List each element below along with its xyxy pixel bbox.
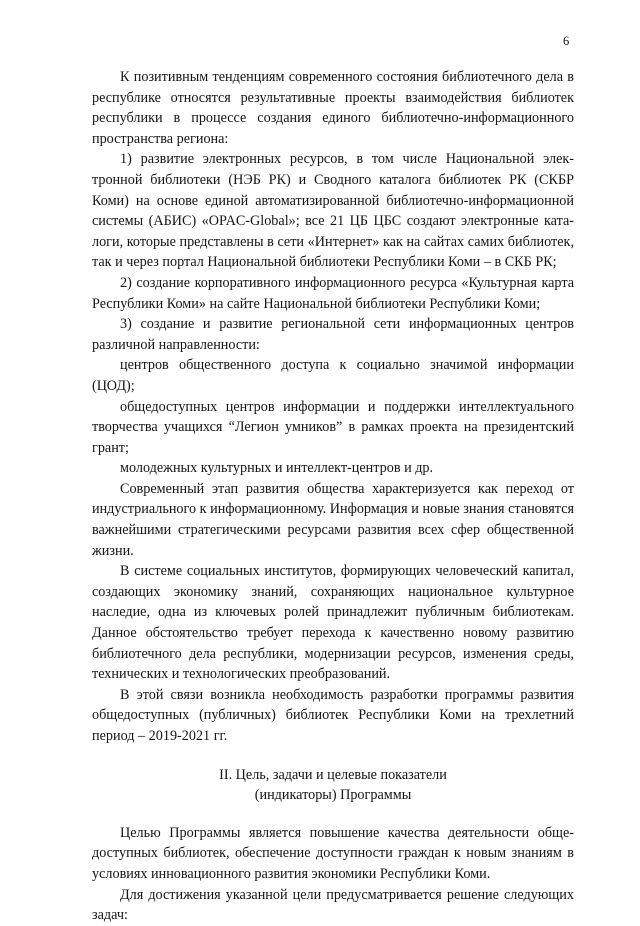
- paragraph-intro: К позитивным тенденциям современного состояния библиотечного дела в республике относятся результативные проекты взаимодействия библиотек республики в процессе создания единого библиотечно-информационного пространства региона:: [92, 69, 574, 147]
- list-item-3: 3) создание и развитие региональной сети информационных центров различной направленности:: [92, 316, 574, 353]
- paragraph-program-need: В этой связи возникла необходимость разработки программы развития общедоступных (публичных) библиотек Республики Коми на трехлетний период – 2019-2021 гг.: [92, 686, 574, 744]
- list-item-1: 1) развитие электронных ресурсов, в том числе Национальной электронной библиотеки (НЭБ РК) и Сводного каталога библиотек РК (СКБР Коми) на основе единой автоматизированной библиотечно-информационной системы (АБИС) «OPAC-Global»; все 21 ЦБ ЦБС создают электронные каталоги, которые представлены в сети «Интернет» как на сайтах самих библиотек, так и через портал Национальной библиотеки Республики Коми – в СКБ РК;: [92, 151, 574, 271]
- subitem-cod: центров общественного доступа к социально значимой информации (ЦОД);: [92, 357, 574, 394]
- document-body: [92, 67, 574, 926]
- section-heading-line-1: II. Цель, задачи и целевые показатели: [219, 766, 447, 783]
- paragraph-goal: Целью Программы является повышение качества деятельности общедоступных библиотек, обеспечение доступности граждан к новым знаниям в условиях инновационного развития экономики Республики Коми.: [92, 824, 574, 882]
- paragraph-social-institutes: В системе социальных институтов, формирующих человеческий капитал, создающих экономику знаний, сохраняющих национальное культурное наследие, одна из ключевых ролей принадлежит публичным библиотекам. Данное обстоятельство требует перехода к качественно новому развитию библиотечного дела республики, модернизации ресурсов, изменения среды, технических и технологических преобразований.: [92, 563, 574, 683]
- subitem-youth-centers: молодежных культурных и интеллект-центров и др.: [120, 460, 434, 477]
- page-number: 6: [563, 34, 570, 48]
- list-item-2: 2) создание корпоративного информационного ресурса «Культурная карта Республики Коми» на сайте Национальной библиотеки Республики Коми;: [92, 274, 574, 312]
- section-heading-line-2: (индикаторы) Программы: [254, 787, 412, 804]
- paragraph-tasks-intro: Для достижения указанной цели предусматривается решение следующих задач:: [92, 886, 574, 924]
- section-heading: [92, 765, 574, 806]
- paragraph-modern-stage: Современный этап развития общества характеризуется как переход от индустриального к информационному. Информация и новые знания становятся важнейшими стратегическими ресурсами развития всех сфер общественной жизни.: [92, 480, 574, 559]
- subitem-legion: общедоступных центров информации и поддержки интеллектуального творчества учащихся “Легион умников” в рамках проекта на президентский грант;: [92, 398, 574, 456]
